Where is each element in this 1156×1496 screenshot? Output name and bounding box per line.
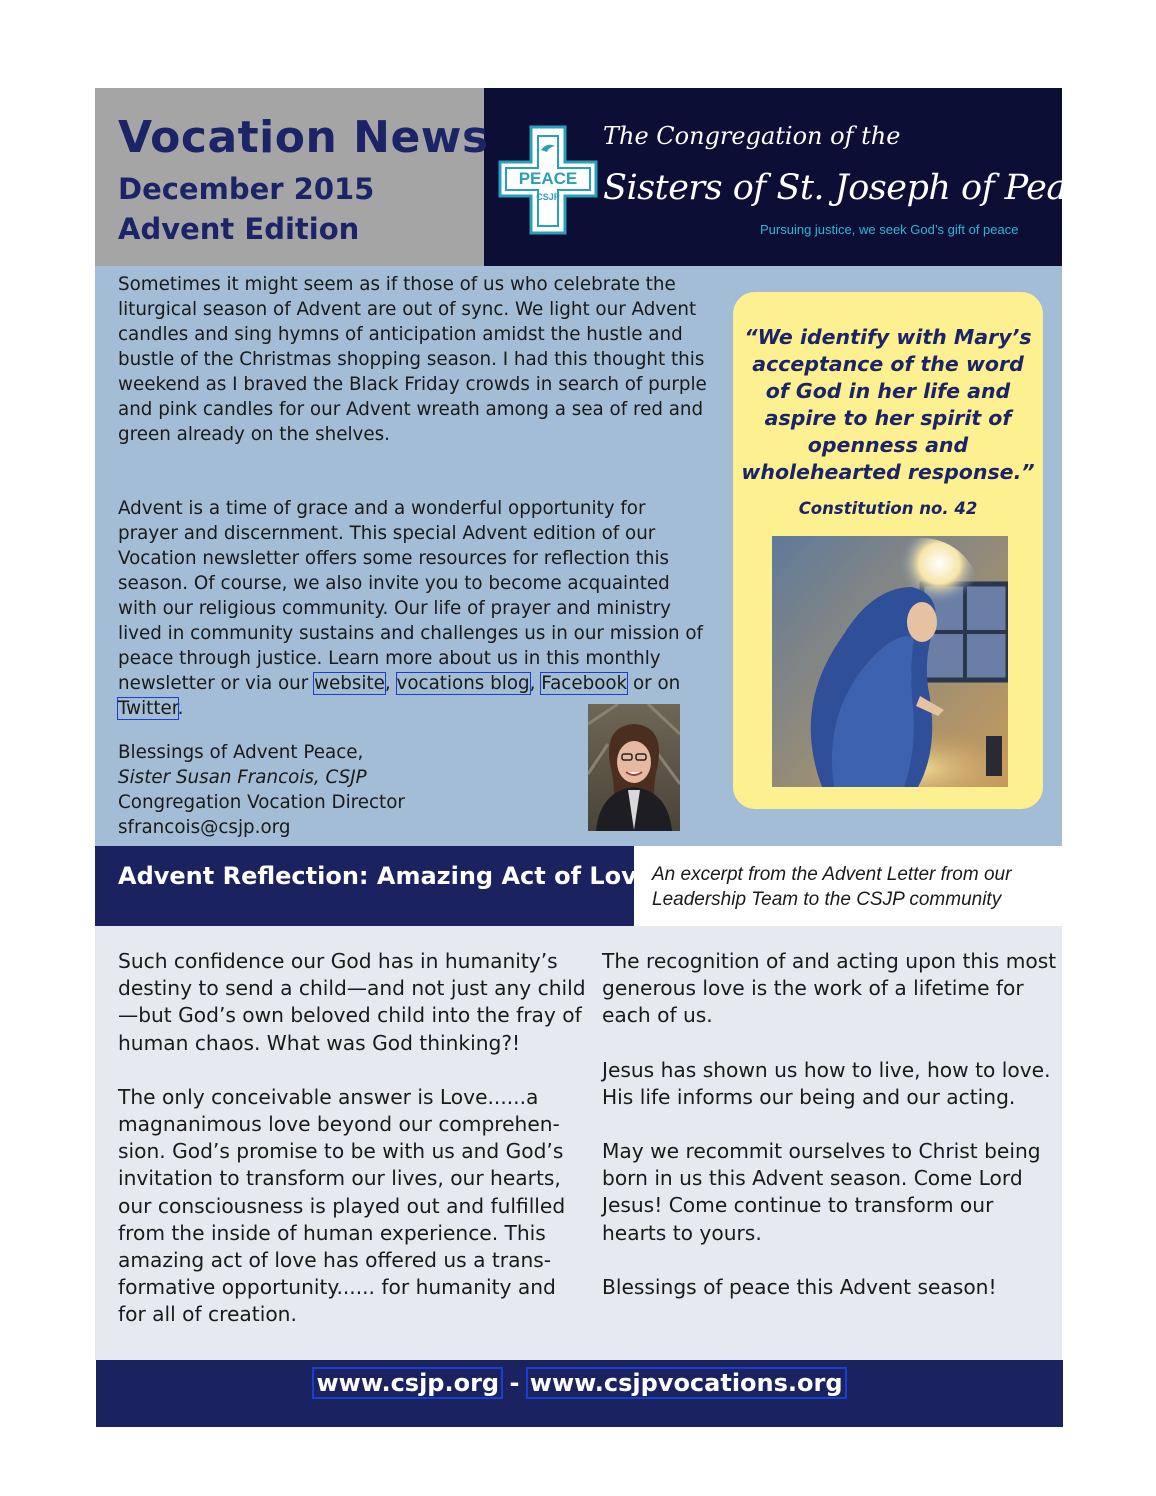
svg-text:PEACE: PEACE (518, 169, 578, 188)
signature-email: sfrancois@csjp.org (118, 817, 291, 838)
reflection-paragraph: Blessings of peace this Advent season! (602, 1274, 997, 1299)
csjp-website-link[interactable]: www.csjp.org (316, 1369, 500, 1397)
csjp-cross-logo-icon (497, 124, 599, 236)
intro-paragraph-2: Advent is a time of grace and a wonderful opportunity for prayer and discernment. This special Advent edition of our Vocation newsletter offers some resources for reflection this season. Of course, we also invite you to become acquainted with our religious community. Our life of prayer and ministry lived in community sustains and challenges us in our mission of peace through justice. Learn more about us in this monthly newsletter or via our website, vocations blog, Facebook or on Twitter. (118, 498, 703, 719)
svg-text:CSJP: CSJP (536, 192, 560, 202)
newsletter-edition: Advent Edition (118, 212, 360, 246)
congregation-name: Sisters of St. Joseph of Peace (603, 168, 1107, 208)
facebook-link[interactable]: Facebook (541, 673, 628, 694)
director-photo (588, 704, 680, 831)
newsletter-date: December 2015 (118, 172, 375, 206)
reflection-right-column (602, 948, 1057, 1328)
mary-painting (772, 536, 1008, 787)
website-link[interactable]: website (314, 673, 385, 694)
vocations-blog-link[interactable]: vocations blog (396, 673, 530, 694)
reflection-paragraph: Such confidence our God has in humanity’s destiny to send a child—and not just any child—but God’s own beloved child into the fray of human chaos. What was God thinking?! (118, 949, 586, 1055)
reflection-paragraph: Jesus has shown us how to live, how to love. His life informs our being and our acting. (602, 1057, 1051, 1109)
reflection-left-column (118, 948, 588, 1356)
newsletter-title: Vocation News (118, 112, 489, 163)
quote-source: Constitution no. 42 (798, 499, 978, 518)
reflection-excerpt-note: An excerpt from the Advent Letter from our Leadership Team to the CSJP community (652, 864, 1012, 910)
signature-block (118, 740, 405, 840)
intro-paragraph-1: Sometimes it might seem as if those of us who celebrate the liturgical season of Advent are out of sync. We light our Advent candles and sing hymns of anticipation amidst the hustle and bustle of the Christmas shopping season. I had this thought this weekend as I braved the Black Friday crowds in search of purple and pink candles for our Advent wreath among a sea of red and green already on the shelves. (118, 274, 707, 445)
signature-blessing: Blessings of Advent Peace, (118, 742, 364, 763)
reflection-title: Advent Reflection: Amazing Act of Love (118, 862, 654, 890)
reflection-paragraph: The recognition of and acting upon this most generous love is the work of a lifetime for each of us. (602, 949, 1057, 1028)
constitution-quote: “We identify with Mary’s acceptance of the word of God in her life and aspire to her spirit of openness and wholehearted response.” (741, 325, 1035, 484)
reflection-paragraph: The only conceivable answer is Love......a magnanimous love beyond our comprehen-sion. God’s promise to be with us and God’s invitation to transform our lives, our hearts, our consciousness is played out and fulfilled from the inside of human experience. This amazing act of love has offered us a trans-formative opportunity...... for humanity and for all of creation. (118, 1084, 566, 1327)
signature-role: Congregation Vocation Director (118, 792, 405, 813)
footer-links: www.csjp.org - www.csjpvocations.org (316, 1369, 843, 1397)
signature-name: Sister Susan Francois, CSJP (118, 767, 367, 788)
twitter-link[interactable]: Twitter (118, 698, 178, 719)
tagline: Pursuing justice, we seek God’s gift of peace (760, 222, 1019, 237)
csjp-vocations-link[interactable]: www.csjpvocations.org (529, 1369, 843, 1397)
congregation-line1: The Congregation of the (603, 122, 901, 150)
reflection-paragraph: May we recommit ourselves to Christ being born in us this Advent season. Come Lord Jesus! Come continue to transform our hearts to yours. (602, 1139, 1041, 1245)
